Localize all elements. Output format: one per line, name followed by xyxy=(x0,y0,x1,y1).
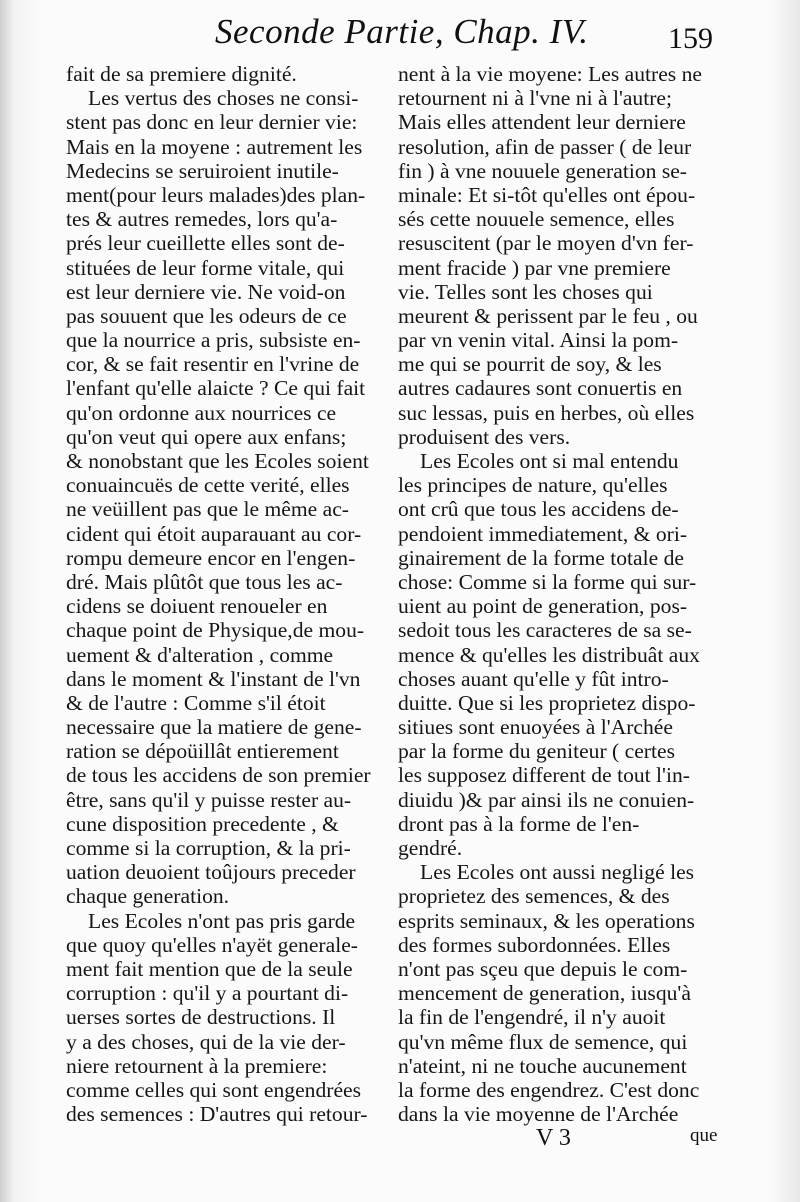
text-line: gendré. xyxy=(398,836,463,860)
text-line: être, sans qu'il y puisse rester au- xyxy=(66,787,352,812)
text-line: la fin de l'engendré, il n'y auoit xyxy=(398,1005,666,1030)
text-line: les principes de nature, qu'elles xyxy=(398,473,668,498)
text-line: qu'vn même flux de semence, qui xyxy=(398,1029,688,1054)
page-number: 159 xyxy=(668,22,713,55)
text-line: diuidu )& par ainsi ils ne conuien- xyxy=(398,787,695,812)
text-line: sitiues sont enuoyées à l'Archée xyxy=(398,715,673,740)
text-line: uation deuoient toûjours preceder xyxy=(66,860,356,885)
text-line: rompu demeure encor en l'engen- xyxy=(66,545,356,570)
text-line: Medecins se seruiroient inutile- xyxy=(66,158,339,183)
text-line: cune disposition precedente , & xyxy=(66,811,339,836)
text-line: vie. Telles sont les choses qui xyxy=(398,279,653,304)
text-line: les supposez different de tout l'in- xyxy=(398,763,690,788)
text-line: pendoient immediatement, & ori- xyxy=(398,521,688,546)
text-line: qu'on veut qui opere aux enfans; xyxy=(66,424,347,449)
text-line: Les Ecoles ont aussi negligé les xyxy=(420,860,695,885)
text-line: dans la vie moyenne de l'Archée xyxy=(398,1102,679,1127)
text-line: comme si la corruption, & la pri- xyxy=(66,836,351,860)
text-line: produisent des vers. xyxy=(398,424,571,449)
text-line: sedoit tous les caracteres de sa se- xyxy=(398,618,692,643)
text-line: que quoy qu'elles n'ayët generale- xyxy=(66,932,358,957)
text-line: mencement de generation, iusqu'à xyxy=(398,981,691,1006)
right-column xyxy=(398,62,716,1126)
text-line: qu'on ordonne aux nourrices ce xyxy=(66,400,337,425)
text-line: est leur derniere vie. Ne void-on xyxy=(66,279,346,304)
text-line: chaque point de Physique,de mou- xyxy=(66,618,365,643)
text-line: uement & d'alteration , comme xyxy=(66,642,334,667)
text-line: l'enfant qu'elle alaicte ? Ce qui fait xyxy=(66,376,366,401)
text-line: cor, & se fait resentir en l'vrine de xyxy=(66,352,360,377)
signature-mark: V 3 xyxy=(536,1125,571,1151)
catchword: que xyxy=(690,1125,718,1146)
text-line: chose: Comme si la forme qui sur- xyxy=(398,569,697,594)
text-line: resolution, afin de passer ( de leur xyxy=(398,134,692,159)
text-line: proprietez des semences, & des xyxy=(398,884,670,909)
text-line: y a des choses, qui de la vie der- xyxy=(66,1029,346,1054)
text-line: cident qui étoit auparauant au cor- xyxy=(66,521,362,546)
text-line: ment(pour leurs malades)des plan- xyxy=(66,182,366,207)
text-line: stituées de leur forme vitale, qui xyxy=(66,255,345,280)
text-line: tes & autres remedes, lors qu'a- xyxy=(66,207,338,232)
text-line: des formes subordonnées. Elles xyxy=(398,932,671,957)
text-line: n'ateint, ni ne touche aucunement xyxy=(398,1053,687,1078)
running-title: Seconde Partie, Chap. IV. xyxy=(215,12,589,51)
text-line: Mais en la moyene : autrement les xyxy=(66,134,363,159)
text-line: la forme des engendrez. C'est donc xyxy=(398,1077,700,1102)
text-line: dré. Mais plûtôt que tous les ac- xyxy=(66,569,343,594)
text-line: niere retournent à la premiere: xyxy=(66,1053,328,1078)
text-line: meurent & perissent par le feu , ou xyxy=(398,303,698,328)
text-line: des semences : D'autres qui retour- xyxy=(66,1102,368,1127)
text-line: prés leur cueillette elles sont de- xyxy=(66,231,345,256)
text-line: nent à la vie moyene: Les autres ne xyxy=(398,62,702,86)
text-line: retournent ni à l'vne ni à l'autre; xyxy=(398,86,673,111)
text-line: que la nourrice a pris, subsiste en- xyxy=(66,328,361,353)
text-line: me qui se pourrit de soy, & les xyxy=(398,352,662,377)
text-line: autres cadaures sont conuertis en xyxy=(398,376,683,401)
text-line: choses auant qu'elle y fût intro- xyxy=(398,666,669,691)
text-line: suc lessas, puis en herbes, où elles xyxy=(398,400,695,425)
text-line: Les Ecoles ont si mal entendu xyxy=(420,449,679,473)
text-line: par la forme du geniteur ( certes xyxy=(398,739,675,764)
text-line: duitte. Que si les proprietez dispo- xyxy=(398,690,696,715)
text-line: Mais elles attendent leur derniere xyxy=(398,110,686,135)
text-line: stent pas donc en leur dernier vie: xyxy=(66,110,358,135)
text-line: minale: Et si-tôt qu'elles ont épou- xyxy=(398,182,696,207)
text-line: dans le moment & l'instant de l'vn xyxy=(66,666,361,691)
text-line: ration se dépoüillât entierement xyxy=(66,739,339,764)
text-line: & de l'autre : Comme s'il étoit xyxy=(66,690,326,715)
text-line: ont crû que tous les accidens de- xyxy=(398,497,679,522)
text-line: & nonobstant que les Ecoles soient xyxy=(66,449,369,473)
text-line: ne veüillent pas que le même ac- xyxy=(66,497,349,522)
text-line: mence & qu'elles les distribuât aux xyxy=(398,642,700,667)
text-line: esprits seminaux, & les operations xyxy=(398,908,695,933)
text-line: de tous les accidens de son premier xyxy=(66,763,371,788)
text-line: sés cette nouuele semence, elles xyxy=(398,207,675,232)
text-line: uerses sortes de destructions. Il xyxy=(66,1005,336,1030)
text-line: dront pas à la forme de l'en- xyxy=(398,811,640,836)
text-line: conuaincuës de cette verité, elles xyxy=(66,473,350,498)
text-line: cidens se doiuent renoueler en xyxy=(66,594,328,619)
left-column xyxy=(66,62,384,1126)
text-line: ment fracide ) par vne premiere xyxy=(398,255,671,280)
text-line: Les vertus des choses ne consi- xyxy=(88,86,359,111)
text-line: corruption : qu'il y a pourtant di- xyxy=(66,981,349,1006)
text-line: uient au point de generation, pos- xyxy=(398,594,688,619)
text-line: ment fait mention que de la seule xyxy=(66,956,353,981)
text-line: Les Ecoles n'ont pas pris garde xyxy=(88,908,356,933)
text-line: par vn venin vital. Ainsi la pom- xyxy=(398,328,679,353)
text-line: ginairement de la forme totale de xyxy=(398,545,684,570)
text-line: comme celles qui sont engendrées xyxy=(66,1077,362,1102)
text-line: necessaire que la matiere de gene- xyxy=(66,715,362,740)
text-line: n'ont pas sçeu que depuis le com- xyxy=(398,956,688,981)
text-line: fin ) à vne nouuele generation se- xyxy=(398,158,687,183)
text-line: fait de sa premiere dignité. xyxy=(66,62,297,86)
text-line: resuscitent (par le moyen d'vn fer- xyxy=(398,231,694,256)
text-line: chaque generation. xyxy=(66,884,230,909)
text-line: pas souuent que les odeurs de ce xyxy=(66,303,347,328)
